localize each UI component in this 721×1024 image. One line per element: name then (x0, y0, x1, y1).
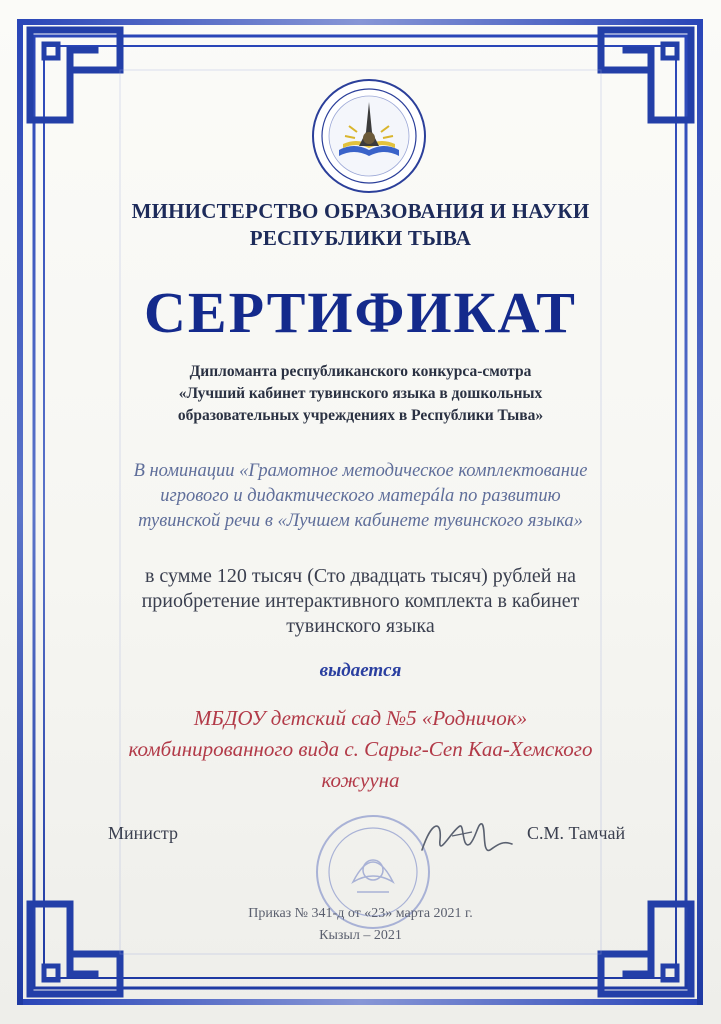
ministry-line-2: РЕСПУБЛИКИ ТЫВА (249, 226, 472, 250)
order-line: Приказ № 341-д от «23» марта 2021 г. (248, 906, 473, 921)
issued-label: выдается (319, 660, 402, 681)
ministry-name (80, 198, 641, 252)
ministry-line-1: МИНИСТЕРСТВО ОБРАЗОВАНИЯ И НАУКИ (131, 199, 590, 223)
place-year: Кызыл – 2021 (319, 928, 402, 943)
nomination-line-3: тувинской речи в «Лучшем кабинете тувинского языка» (138, 511, 583, 531)
signer-position: Министр (108, 823, 178, 843)
nomination-text (80, 459, 641, 534)
signer-name: С.М. Тамчай (527, 823, 626, 843)
recipient-line-2: комбинированного вида с. Сарыг-Сеп Каа-Хемского (128, 737, 593, 761)
nomination-line-1: В номинации «Грамотное методическое комплектование (133, 461, 588, 481)
certificate-title: СЕРТИФИКАТ (144, 280, 577, 345)
diploma-line-1: Дипломанта республиканского конкурса-смотра (189, 363, 532, 380)
signature-scribble (412, 810, 522, 870)
recipient-line-3: кожууна (321, 768, 400, 792)
diploma-text (80, 361, 641, 427)
ministry-emblem-icon (309, 76, 429, 196)
recipient-line-1: МБДОУ детский сад №5 «Родничок» (193, 706, 528, 730)
award-sum-text (80, 564, 641, 639)
sum-line-1: в сумме 120 тысяч (Сто двадцать тысяч) рублей на (144, 565, 577, 587)
diploma-line-2: «Лучший кабинет тувинского языка в дошкольных (178, 385, 543, 402)
nomination-line-2: игрового и дидактического матерála по развитию (160, 486, 561, 506)
diploma-line-3: образовательных учреждениях в Республики Тыва» (177, 407, 544, 424)
sum-line-2: приобретение интерактивного комплекта в кабинет (141, 590, 580, 612)
order-reference (80, 903, 641, 947)
sum-line-3: тувинского языка (286, 615, 435, 637)
recipient-name (80, 703, 641, 796)
